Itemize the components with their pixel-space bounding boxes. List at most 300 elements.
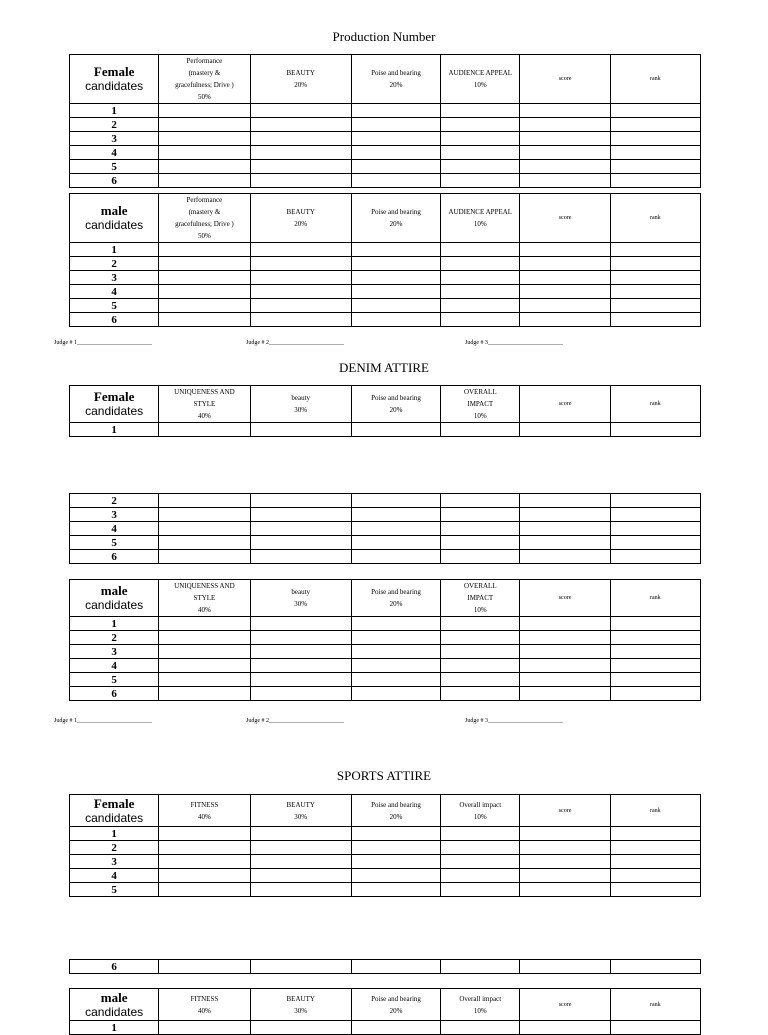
judges-signature-line	[54, 718, 654, 726]
rank-cell[interactable]	[610, 174, 700, 188]
rank-header: rank	[610, 194, 700, 243]
candidate-number: 6	[70, 174, 159, 188]
score-cell[interactable]	[250, 855, 351, 869]
score-cell[interactable]	[159, 960, 250, 974]
score-cell[interactable]	[441, 313, 520, 327]
rank-header: rank	[610, 580, 700, 617]
criterion-header: Poise and bearing 20%	[351, 194, 440, 243]
score-cell[interactable]	[159, 423, 250, 437]
score-cell[interactable]	[441, 104, 520, 118]
score-cell[interactable]	[520, 118, 610, 132]
score-cell[interactable]	[250, 160, 351, 174]
score-cell[interactable]	[159, 132, 250, 146]
score-cell[interactable]	[159, 673, 250, 687]
score-cell[interactable]	[441, 659, 520, 673]
score-cell[interactable]	[159, 617, 250, 631]
candidate-number: 3	[70, 855, 159, 869]
criterion-header: BEAUTY 30%	[250, 795, 351, 827]
score-cell[interactable]	[441, 160, 520, 174]
candidate-number: 5	[70, 160, 159, 174]
score-header: score	[520, 386, 610, 423]
table-row	[70, 271, 701, 285]
score-cell[interactable]	[250, 285, 351, 299]
section-title: DENIM ATTIRE	[339, 360, 429, 375]
score-cell[interactable]	[250, 673, 351, 687]
table-row	[70, 869, 701, 883]
score-cell[interactable]	[351, 104, 440, 118]
table-row	[70, 160, 701, 174]
table-row	[70, 883, 701, 897]
candidate-number: 3	[70, 132, 159, 146]
candidate-number: 4	[70, 869, 159, 883]
score-cell[interactable]	[159, 631, 250, 645]
rank-cell[interactable]	[610, 271, 700, 285]
score-cell[interactable]	[351, 631, 440, 645]
rank-header: rank	[610, 55, 700, 104]
candidates-header: male candidates	[70, 989, 159, 1021]
score-cell[interactable]	[159, 104, 250, 118]
score-cell[interactable]	[441, 299, 520, 313]
score-cell[interactable]	[520, 299, 610, 313]
candidate-number: 5	[70, 299, 159, 313]
score-cell[interactable]	[250, 841, 351, 855]
candidate-number: 6	[70, 550, 159, 564]
score-cell[interactable]	[159, 827, 250, 841]
candidates-header: male candidates	[70, 580, 159, 617]
rank-cell[interactable]	[610, 673, 700, 687]
candidate-number: 5	[70, 536, 159, 550]
candidate-number: 6	[70, 687, 159, 701]
score-cell[interactable]	[520, 494, 610, 508]
score-table-continued	[69, 959, 701, 974]
score-cell[interactable]	[250, 271, 351, 285]
score-cell[interactable]	[351, 827, 440, 841]
score-cell[interactable]	[520, 285, 610, 299]
score-cell[interactable]	[351, 869, 440, 883]
score-cell[interactable]	[250, 1021, 351, 1035]
score-cell[interactable]	[250, 659, 351, 673]
score-cell[interactable]	[250, 257, 351, 271]
score-cell[interactable]	[441, 508, 520, 522]
criterion-header: UNIQUENESS AND STYLE 40%	[159, 386, 250, 423]
score-cell[interactable]	[250, 146, 351, 160]
score-cell[interactable]	[441, 118, 520, 132]
candidate-number: 3	[70, 645, 159, 659]
judge-2-signature[interactable]: Judge # 2_________________________	[246, 340, 344, 346]
candidate-number: 2	[70, 841, 159, 855]
candidate-number: 6	[70, 960, 159, 974]
score-cell[interactable]	[159, 855, 250, 869]
rank-cell[interactable]	[610, 687, 700, 701]
score-cell[interactable]	[520, 883, 610, 897]
candidate-number: 2	[70, 257, 159, 271]
table-row	[70, 243, 701, 257]
score-table	[69, 579, 701, 701]
rank-cell[interactable]	[610, 659, 700, 673]
judges-signature-line	[54, 340, 654, 348]
score-cell[interactable]	[520, 423, 610, 437]
score-cell[interactable]	[159, 146, 250, 160]
criterion-header: AUDIENCE APPEAL 10%	[441, 55, 520, 104]
score-cell[interactable]	[351, 960, 440, 974]
score-cell[interactable]	[351, 841, 440, 855]
score-cell[interactable]	[250, 536, 351, 550]
score-table	[69, 193, 701, 327]
rank-cell[interactable]	[610, 132, 700, 146]
score-cell[interactable]	[441, 673, 520, 687]
section-title: Production Number	[332, 29, 436, 44]
score-cell[interactable]	[441, 146, 520, 160]
rank-header: rank	[610, 795, 700, 827]
table-row	[70, 827, 701, 841]
score-cell[interactable]	[441, 645, 520, 659]
table-row	[70, 673, 701, 687]
rank-cell[interactable]	[610, 855, 700, 869]
score-cell[interactable]	[159, 841, 250, 855]
score-cell[interactable]	[520, 257, 610, 271]
score-cell[interactable]	[520, 869, 610, 883]
rank-cell[interactable]	[610, 299, 700, 313]
score-cell[interactable]	[520, 313, 610, 327]
score-cell[interactable]	[351, 257, 440, 271]
rank-cell[interactable]	[610, 313, 700, 327]
score-cell[interactable]	[159, 687, 250, 701]
score-cell[interactable]	[441, 841, 520, 855]
score-cell[interactable]	[520, 174, 610, 188]
score-cell[interactable]	[351, 617, 440, 631]
score-cell[interactable]	[520, 659, 610, 673]
score-cell[interactable]	[250, 617, 351, 631]
rank-cell[interactable]	[610, 883, 700, 897]
rank-cell[interactable]	[610, 841, 700, 855]
score-cell[interactable]	[159, 160, 250, 174]
table-row	[70, 494, 701, 508]
score-cell[interactable]	[351, 423, 440, 437]
score-cell[interactable]	[351, 536, 440, 550]
score-cell[interactable]	[520, 146, 610, 160]
criterion-header: Poise and bearing 20%	[351, 580, 440, 617]
score-cell[interactable]	[159, 243, 250, 257]
score-cell[interactable]	[351, 146, 440, 160]
candidate-number: 1	[70, 617, 159, 631]
table-row	[70, 118, 701, 132]
criterion-header: Poise and bearing 20%	[351, 989, 440, 1021]
criterion-header: OVERALL IMPACT 10%	[441, 386, 520, 423]
rank-header: rank	[610, 989, 700, 1021]
candidate-number: 4	[70, 659, 159, 673]
score-cell[interactable]	[250, 687, 351, 701]
rank-header: rank	[610, 386, 700, 423]
score-cell[interactable]	[441, 243, 520, 257]
candidate-number: 2	[70, 631, 159, 645]
score-cell[interactable]	[159, 659, 250, 673]
score-cell[interactable]	[441, 522, 520, 536]
section-title: SPORTS ATTIRE	[336, 768, 432, 783]
score-cell[interactable]	[520, 645, 610, 659]
score-cell[interactable]	[520, 160, 610, 174]
score-table	[69, 988, 701, 1035]
rank-cell[interactable]	[610, 104, 700, 118]
table-row	[70, 855, 701, 869]
score-cell[interactable]	[520, 673, 610, 687]
table-row	[70, 423, 701, 437]
rank-cell[interactable]	[610, 645, 700, 659]
score-cell[interactable]	[441, 550, 520, 564]
score-cell[interactable]	[441, 827, 520, 841]
table-row	[70, 536, 701, 550]
table-row	[70, 687, 701, 701]
score-cell[interactable]	[441, 1021, 520, 1035]
score-header: score	[520, 989, 610, 1021]
candidate-number: 6	[70, 313, 159, 327]
score-cell[interactable]	[250, 132, 351, 146]
table-row	[70, 659, 701, 673]
criterion-header: Overall impact 10%	[441, 989, 520, 1021]
score-cell[interactable]	[351, 659, 440, 673]
score-cell[interactable]	[520, 243, 610, 257]
score-table	[69, 385, 701, 437]
score-cell[interactable]	[159, 869, 250, 883]
score-cell[interactable]	[159, 299, 250, 313]
score-cell[interactable]	[520, 960, 610, 974]
criterion-header: Performance (mastery & gracefulness; Drive ) 50%	[159, 194, 250, 243]
criterion-header: AUDIENCE APPEAL 10%	[441, 194, 520, 243]
score-header: score	[520, 795, 610, 827]
score-cell[interactable]	[159, 285, 250, 299]
criterion-header: BEAUTY 20%	[250, 194, 351, 243]
score-cell[interactable]	[351, 494, 440, 508]
judge-2-signature[interactable]: Judge # 2_________________________	[246, 718, 344, 724]
rank-cell[interactable]	[610, 536, 700, 550]
candidate-number: 2	[70, 118, 159, 132]
score-cell[interactable]	[441, 285, 520, 299]
score-cell[interactable]	[159, 257, 250, 271]
score-cell[interactable]	[159, 313, 250, 327]
rank-cell[interactable]	[610, 118, 700, 132]
score-cell[interactable]	[250, 174, 351, 188]
rank-cell[interactable]	[610, 423, 700, 437]
criterion-header: Poise and bearing 20%	[351, 795, 440, 827]
score-table-continued	[69, 493, 701, 564]
candidate-number: 5	[70, 673, 159, 687]
candidate-number: 1	[70, 423, 159, 437]
score-cell[interactable]	[520, 1021, 610, 1035]
score-cell[interactable]	[351, 313, 440, 327]
score-cell[interactable]	[351, 673, 440, 687]
table-row	[70, 841, 701, 855]
score-cell[interactable]	[351, 174, 440, 188]
score-cell[interactable]	[520, 687, 610, 701]
score-cell[interactable]	[520, 271, 610, 285]
rank-cell[interactable]	[610, 257, 700, 271]
score-cell[interactable]	[159, 118, 250, 132]
score-cell[interactable]	[441, 855, 520, 869]
rank-cell[interactable]	[610, 285, 700, 299]
score-cell[interactable]	[441, 869, 520, 883]
score-cell[interactable]	[159, 550, 250, 564]
rank-cell[interactable]	[610, 827, 700, 841]
score-cell[interactable]	[351, 1021, 440, 1035]
candidate-number: 4	[70, 522, 159, 536]
rank-cell[interactable]	[610, 160, 700, 174]
score-cell[interactable]	[250, 550, 351, 564]
score-cell[interactable]	[520, 827, 610, 841]
score-cell[interactable]	[159, 271, 250, 285]
table-row	[70, 132, 701, 146]
candidates-header: male candidates	[70, 194, 159, 243]
score-cell[interactable]	[351, 118, 440, 132]
score-cell[interactable]	[351, 508, 440, 522]
score-cell[interactable]	[250, 645, 351, 659]
candidates-header: Female candidates	[70, 386, 159, 423]
criterion-header: BEAUTY 20%	[250, 55, 351, 104]
score-cell[interactable]	[441, 132, 520, 146]
judge-1-signature[interactable]: Judge # 1_________________________	[54, 718, 152, 724]
table-row	[70, 550, 701, 564]
table-row	[70, 313, 701, 327]
candidate-number: 1	[70, 1021, 159, 1035]
score-cell[interactable]	[250, 960, 351, 974]
score-table	[69, 54, 701, 188]
rank-cell[interactable]	[610, 869, 700, 883]
score-cell[interactable]	[159, 508, 250, 522]
score-cell[interactable]	[520, 536, 610, 550]
candidate-number: 4	[70, 285, 159, 299]
score-cell[interactable]	[520, 508, 610, 522]
score-cell[interactable]	[159, 174, 250, 188]
score-cell[interactable]	[250, 104, 351, 118]
score-cell[interactable]	[520, 855, 610, 869]
score-cell[interactable]	[250, 313, 351, 327]
score-cell[interactable]	[351, 132, 440, 146]
score-cell[interactable]	[250, 494, 351, 508]
score-cell[interactable]	[520, 132, 610, 146]
judge-3-signature[interactable]: Judge # 3_________________________	[465, 340, 563, 346]
score-cell[interactable]	[351, 271, 440, 285]
score-cell[interactable]	[250, 299, 351, 313]
score-cell[interactable]	[351, 160, 440, 174]
table-row	[70, 960, 701, 974]
score-cell[interactable]	[159, 522, 250, 536]
score-cell[interactable]	[441, 631, 520, 645]
table-row	[70, 617, 701, 631]
score-cell[interactable]	[351, 299, 440, 313]
score-cell[interactable]	[351, 645, 440, 659]
candidate-number: 1	[70, 827, 159, 841]
criterion-header: FITNESS 40%	[159, 989, 250, 1021]
score-cell[interactable]	[441, 960, 520, 974]
rank-cell[interactable]	[610, 1021, 700, 1035]
rank-cell[interactable]	[610, 146, 700, 160]
score-cell[interactable]	[351, 687, 440, 701]
rank-cell[interactable]	[610, 617, 700, 631]
score-cell[interactable]	[520, 550, 610, 564]
candidate-number: 1	[70, 104, 159, 118]
score-cell[interactable]	[250, 423, 351, 437]
rank-cell[interactable]	[610, 494, 700, 508]
candidate-number: 2	[70, 494, 159, 508]
rank-cell[interactable]	[610, 522, 700, 536]
score-cell[interactable]	[159, 883, 250, 897]
criterion-header: beauty 30%	[250, 386, 351, 423]
criterion-header: BEAUTY 30%	[250, 989, 351, 1021]
table-row	[70, 299, 701, 313]
rank-cell[interactable]	[610, 960, 700, 974]
criterion-header: Poise and bearing 20%	[351, 386, 440, 423]
table-row	[70, 631, 701, 645]
table-row	[70, 1021, 701, 1035]
candidate-number: 4	[70, 146, 159, 160]
score-cell[interactable]	[250, 243, 351, 257]
score-cell[interactable]	[351, 855, 440, 869]
score-cell[interactable]	[520, 104, 610, 118]
score-cell[interactable]	[159, 645, 250, 659]
criterion-header: beauty 30%	[250, 580, 351, 617]
score-cell[interactable]	[159, 1021, 250, 1035]
score-cell[interactable]	[441, 271, 520, 285]
candidate-number: 5	[70, 883, 159, 897]
score-cell[interactable]	[441, 883, 520, 897]
score-cell[interactable]	[250, 827, 351, 841]
candidate-number: 1	[70, 243, 159, 257]
score-cell[interactable]	[441, 494, 520, 508]
table-row	[70, 285, 701, 299]
score-cell[interactable]	[441, 617, 520, 631]
table-row	[70, 257, 701, 271]
score-cell[interactable]	[520, 522, 610, 536]
score-header: score	[520, 580, 610, 617]
score-cell[interactable]	[351, 550, 440, 564]
rank-cell[interactable]	[610, 508, 700, 522]
score-cell[interactable]	[441, 257, 520, 271]
score-cell[interactable]	[250, 883, 351, 897]
score-cell[interactable]	[520, 631, 610, 645]
table-row	[70, 508, 701, 522]
score-cell[interactable]	[250, 631, 351, 645]
score-cell[interactable]	[351, 522, 440, 536]
score-cell[interactable]	[351, 243, 440, 257]
score-header: score	[520, 55, 610, 104]
table-row	[70, 522, 701, 536]
score-cell[interactable]	[351, 883, 440, 897]
criterion-header: UNIQUENESS AND STYLE 40%	[159, 580, 250, 617]
score-cell[interactable]	[520, 841, 610, 855]
score-cell[interactable]	[250, 118, 351, 132]
rank-cell[interactable]	[610, 550, 700, 564]
score-cell[interactable]	[441, 423, 520, 437]
score-cell[interactable]	[441, 536, 520, 550]
score-cell[interactable]	[250, 869, 351, 883]
score-cell[interactable]	[441, 687, 520, 701]
table-row	[70, 146, 701, 160]
rank-cell[interactable]	[610, 631, 700, 645]
rank-cell[interactable]	[610, 243, 700, 257]
table-row	[70, 104, 701, 118]
score-cell[interactable]	[351, 285, 440, 299]
criterion-header: Overall impact 10%	[441, 795, 520, 827]
criterion-header: Poise and bearing 20%	[351, 55, 440, 104]
judge-1-signature[interactable]: Judge # 1_________________________	[54, 340, 152, 346]
score-cell[interactable]	[250, 522, 351, 536]
score-cell[interactable]	[441, 174, 520, 188]
judge-3-signature[interactable]: Judge # 3_________________________	[465, 718, 563, 724]
score-cell[interactable]	[250, 508, 351, 522]
score-header: score	[520, 194, 610, 243]
score-cell[interactable]	[159, 494, 250, 508]
score-cell[interactable]	[520, 617, 610, 631]
score-cell[interactable]	[159, 536, 250, 550]
table-row	[70, 645, 701, 659]
